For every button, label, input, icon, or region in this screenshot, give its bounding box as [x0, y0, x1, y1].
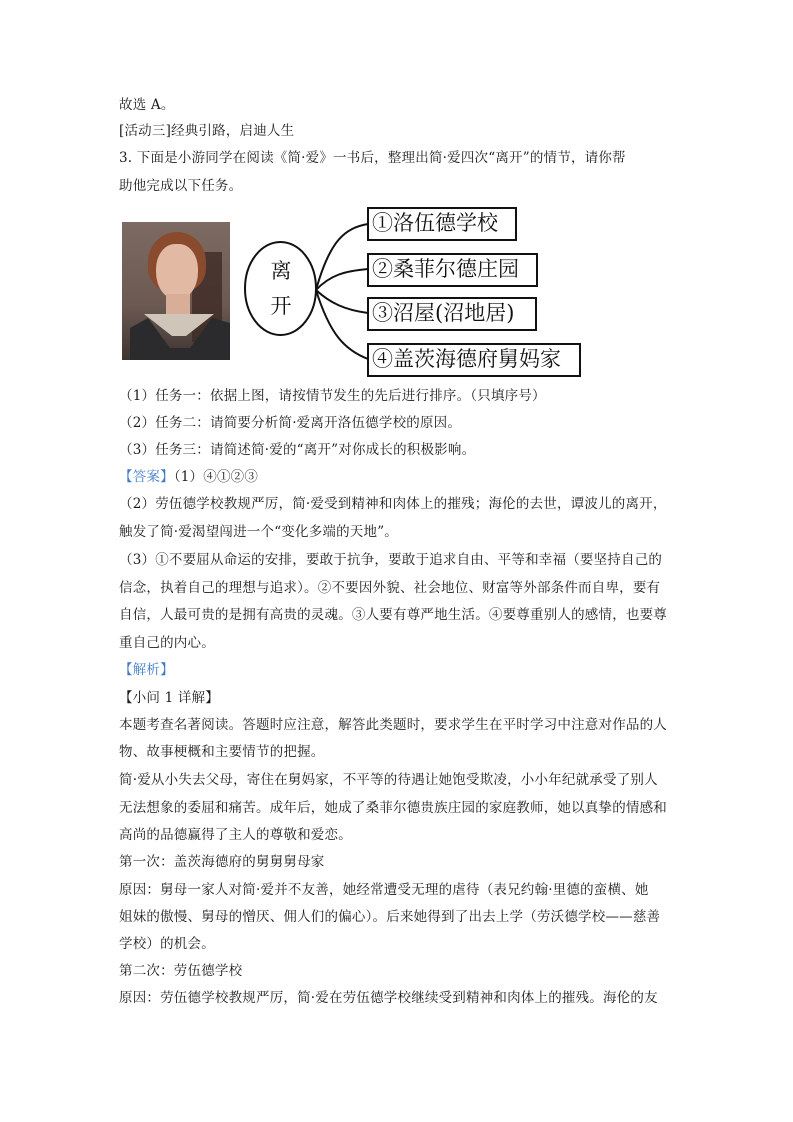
first-leave-reason-2: 姐妹的傲慢、舅母的憎厌、佣人们的偏心）。后来她得到了出去上学（劳沃德学校——慈善 [119, 909, 661, 925]
analysis-p2-line-3: 高尚的品德赢得了主人的尊敬和爱恋。 [119, 827, 352, 843]
leaving-diagram-figure [0, 0, 793, 400]
answer-3-line-2: 信念，执着自己的理想与追求）。②不要因外貌、社会地位、财富等外部条件而自卑，要有 [119, 580, 661, 596]
task-1: （1）任务一：依据上图，请按情节发生的先后进行排序。（只填序号） [119, 388, 546, 404]
node-marsh-end: ③沼屋(沼地居) [367, 297, 537, 331]
answer-3-line-4: 重自己的内心。 [119, 635, 215, 651]
diagram-connectors [0, 0, 793, 400]
question-stem-cont: 助他完成以下任务。 [119, 178, 243, 194]
center-label-li: 离 [270, 259, 292, 283]
first-leave-reason-3: 学校）的机会。 [119, 936, 215, 952]
answer-2-line-2: 触发了简·爱渴望闯进一个“变化多端的天地”。 [119, 524, 398, 540]
analysis-tag: 【解析】 [119, 662, 174, 678]
task-3: （3）任务三：请简述简·爱的“离开”对你成长的积极影响。 [119, 442, 476, 458]
first-leave-heading: 第一次：盖茨海德府的舅舅舅母家 [119, 854, 325, 870]
answer-2-line-1: （2）劳伍德学校教规严厉，简·爱受到精神和肉体上的摧残；海伦的去世，谭波儿的离开， [119, 496, 667, 512]
text-line: 故选 A。 [119, 97, 175, 113]
second-leave-reason-1: 原因：劳伍德学校教规严厉，简·爱在劳伍德学校继续受到精神和肉体上的摧残。海伦的友 [119, 990, 658, 1006]
answer-3-line-1: （3）①不要屈从命运的安排，要敢于抗争，要敢于追求自由、平等和幸福（要坚持自己的 [119, 552, 663, 568]
second-leave-heading: 第二次：劳伍德学校 [119, 963, 243, 979]
analysis-p2-line-2: 无法想象的委屈和痛苦。成年后，她成了桑菲尔德贵族庄园的家庭教师，她以真挚的情感和 [119, 800, 667, 816]
answer-1: （1）④①②③ [173, 469, 259, 485]
answer-tag: 【答案】 [119, 469, 174, 485]
sub-question-1-heading: 【小问 1 详解】 [119, 690, 219, 706]
analysis-p1-line-1: 本题考查名著阅读。答题时应注意，解答此类题时，要求学生在平时学习中注意对作品的人 [119, 717, 667, 733]
task-2: （2）任务二：请简要分析简·爱离开洛伍德学校的原因。 [119, 415, 462, 431]
center-label-kai: 开 [270, 294, 292, 318]
first-leave-reason-1: 原因：舅母一家人对简·爱并不友善，她经常遭受无理的虐待（表兄约翰·里德的蛮横、她 [119, 882, 649, 898]
answer-line-1 [119, 468, 258, 486]
node-gateshead-aunt-home: ④盖茨海德府舅妈家 [367, 343, 581, 377]
question-stem: 3. 下面是小游同学在阅读《简·爱》一书后，整理出简·爱四次“离开”的情节，请你帮 [119, 150, 626, 166]
node-lowood-school: ①洛伍德学校 [367, 207, 517, 241]
analysis-p2-line-1: 简·爱从小失去父母，寄住在舅妈家，不平等的待遇让她饱受欺凌，小小年纪就承受了别人 [119, 772, 658, 788]
analysis-p1-line-2: 物、故事梗概和主要情节的把握。 [119, 744, 325, 760]
activity-heading: [活动三]经典引路，启迪人生 [119, 123, 295, 139]
answer-3-line-3: 自信，人最可贵的是拥有高贵的灵魂。③人要有尊严地生活。④要尊重别人的感情，也要尊 [119, 607, 667, 623]
node-thornfield-hall: ②桑菲尔德庄园 [367, 253, 538, 287]
